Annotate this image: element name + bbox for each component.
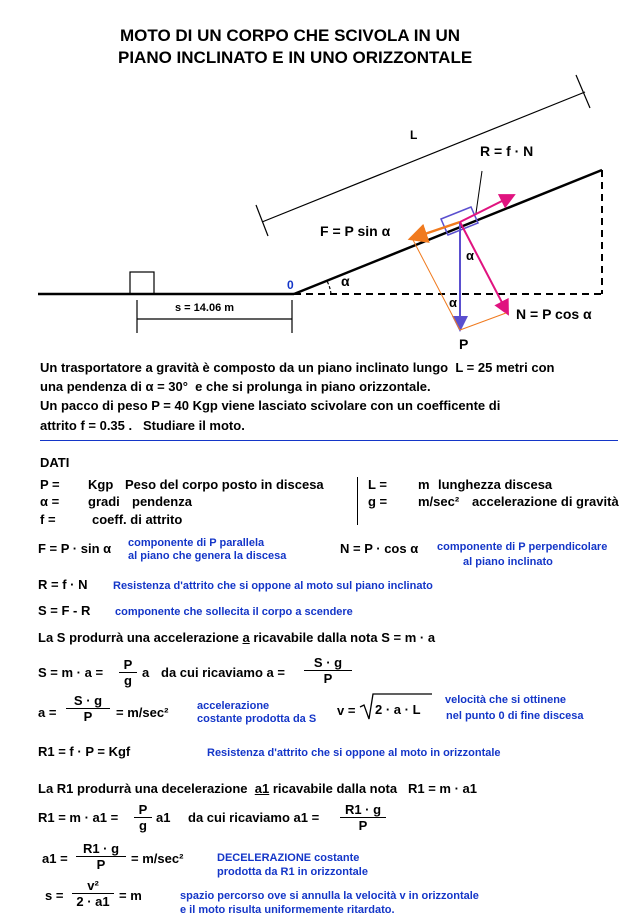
dati-desc-l: lunghezza discesa <box>438 477 553 492</box>
intro-line-1: Un trasportatore a gravità è composto da un piano inclinato lungo L = 25 metri con <box>40 360 555 375</box>
formula-a1: a1 = <box>42 851 68 866</box>
formula-n: N = P · cos α <box>340 541 419 556</box>
formula-s: S = F - R <box>38 603 91 618</box>
page-title-line-1: MOTO DI UN CORPO CHE SCIVOLA IN UN <box>120 26 461 45</box>
formula-r1: R1 = f · P = Kgf <box>38 744 131 759</box>
origin-label: 0 <box>287 278 294 292</box>
fraction-a: $\frac{S \cdot g}{P}$ <box>66 693 110 724</box>
dati-sym-p: P = <box>40 477 60 492</box>
dati-sym-l: L = <box>368 477 387 492</box>
note-s1-2: e il moto risulta uniformemente ritardato. <box>180 904 395 916</box>
friction-label: R = f · N <box>480 143 534 159</box>
note-a1-1: DECELERAZIONE costante <box>217 852 360 864</box>
box-on-ground <box>130 272 154 294</box>
fraction-a1: $\frac{R1 \cdot g}{P}$ <box>76 841 126 872</box>
dati-sym-f: f = <box>40 512 56 527</box>
component-line-1 <box>412 238 460 330</box>
formula-sma-a: a <box>142 665 150 680</box>
formula-f: F = P · sin α <box>38 541 112 556</box>
s-distance-label: s = 14.06 m <box>175 302 235 314</box>
formula-r1ma-a1: a1 <box>156 810 171 825</box>
dati-unit-p: Kgp <box>88 477 114 492</box>
inclined-plane-diagram <box>0 0 641 340</box>
dati-unit-alpha: gradi <box>88 494 120 509</box>
formula-s1-unit: = m <box>119 888 142 903</box>
fraction-p-over-g-2: $\frac{P}{g}$ <box>134 802 152 833</box>
component-line-2 <box>460 313 506 330</box>
formula-a: a = <box>38 705 57 720</box>
alpha-angle-label: α <box>341 273 350 289</box>
note-f-2: al piano che genera la discesa <box>128 550 287 562</box>
note-r1: Resistenza d'attrito che si oppone al moto in orizzontale <box>207 747 501 759</box>
force-f-label: F = P sin α <box>320 223 391 239</box>
note-n-2: al piano inclinato <box>463 556 553 568</box>
note-a1-2: prodotta da R1 in orizzontale <box>217 866 368 878</box>
length-dimension-line <box>262 92 585 222</box>
note-a-1: accelerazione <box>197 700 270 712</box>
note-s1-1: spazio percorso ove si annulla la velocità v in orizzontale <box>180 890 479 902</box>
alpha-label-upper: α <box>466 248 474 263</box>
note-v-2: nel punto 0 di fine discesa <box>446 710 584 722</box>
length-label: L <box>410 128 418 142</box>
deceleration-sentence: La R1 produrrà una decelerazione a1 ricavabile dalla nota R1 = m · a1 <box>38 781 477 796</box>
section-divider <box>40 440 618 441</box>
weight-label: P <box>459 336 469 352</box>
fraction-s1: $\frac{\text{v²}}{2 \cdot a1}$ <box>72 878 114 909</box>
formula-a-unit: = m/sec² <box>116 705 169 720</box>
formula-sma-derive: da cui ricaviamo a = <box>161 665 285 680</box>
dati-heading: DATI <box>40 455 70 470</box>
formula-v-radicand: 2 · a · L <box>375 702 421 717</box>
note-v-1: velocità che si ottinene <box>445 694 567 706</box>
intro-line-4: attrito f = 0.35 . Studiare il moto. <box>40 418 245 433</box>
dati-sym-alpha: α = <box>40 494 60 509</box>
fraction-r1g-over-p: $\frac{R1 \cdot g}{P}$ <box>340 802 386 833</box>
note-f-1: componente di P parallela <box>128 537 265 549</box>
note-n-1: componente di P perpendicolare <box>437 541 608 553</box>
normal-arrow <box>460 222 508 314</box>
dati-desc-alpha: pendenza <box>132 494 192 509</box>
dati-desc-p: Peso del corpo posto in discesa <box>125 477 324 492</box>
note-a-2: costante prodotta da S <box>197 713 317 725</box>
formula-a1-unit: = m/sec² <box>131 851 184 866</box>
intro-line-3: Un pacco di peso P = 40 Kgp viene lasciato scivolare con un coefficente di <box>40 398 501 413</box>
dati-desc-f: coeff. di attrito <box>92 512 183 527</box>
page-title-line-2: PIANO INCLINATO E IN UNO ORIZZONTALE <box>118 48 473 67</box>
formula-r1ma: R1 = m · a1 = <box>38 810 119 825</box>
fraction-p-over-g: $\frac{P}{g}$ <box>119 657 137 688</box>
formula-sma: S = m · a = <box>38 665 104 680</box>
note-s: componente che sollecita il corpo a scendere <box>115 606 353 618</box>
dati-column-divider <box>357 477 358 525</box>
formula-s1: s = <box>45 888 64 903</box>
dati-unit-g: m/sec² <box>418 494 460 509</box>
intro-line-2: una pendenza di α = 30° e che si prolunga in piano orizzontale. <box>40 379 431 394</box>
formula-r: R = f · N <box>38 577 88 592</box>
formula-r1ma-derive: da cui ricaviamo a1 = <box>188 810 320 825</box>
fraction-sg-over-p: $\frac{S \cdot g}{P}$ <box>304 655 352 686</box>
normal-label: N = P cos α <box>516 306 592 322</box>
note-r: Resistenza d'attrito che si oppone al moto sul piano inclinato <box>113 580 433 592</box>
acceleration-sentence: La S produrrà una accelerazione a ricavabile dalla nota S = m · a <box>38 630 436 645</box>
dati-sym-g: g = <box>368 494 388 509</box>
dati-unit-l: m <box>418 477 430 492</box>
dati-desc-g: accelerazione di gravità <box>472 494 619 509</box>
formula-v: v = <box>337 703 356 718</box>
alpha-label-lower: α <box>449 295 457 310</box>
